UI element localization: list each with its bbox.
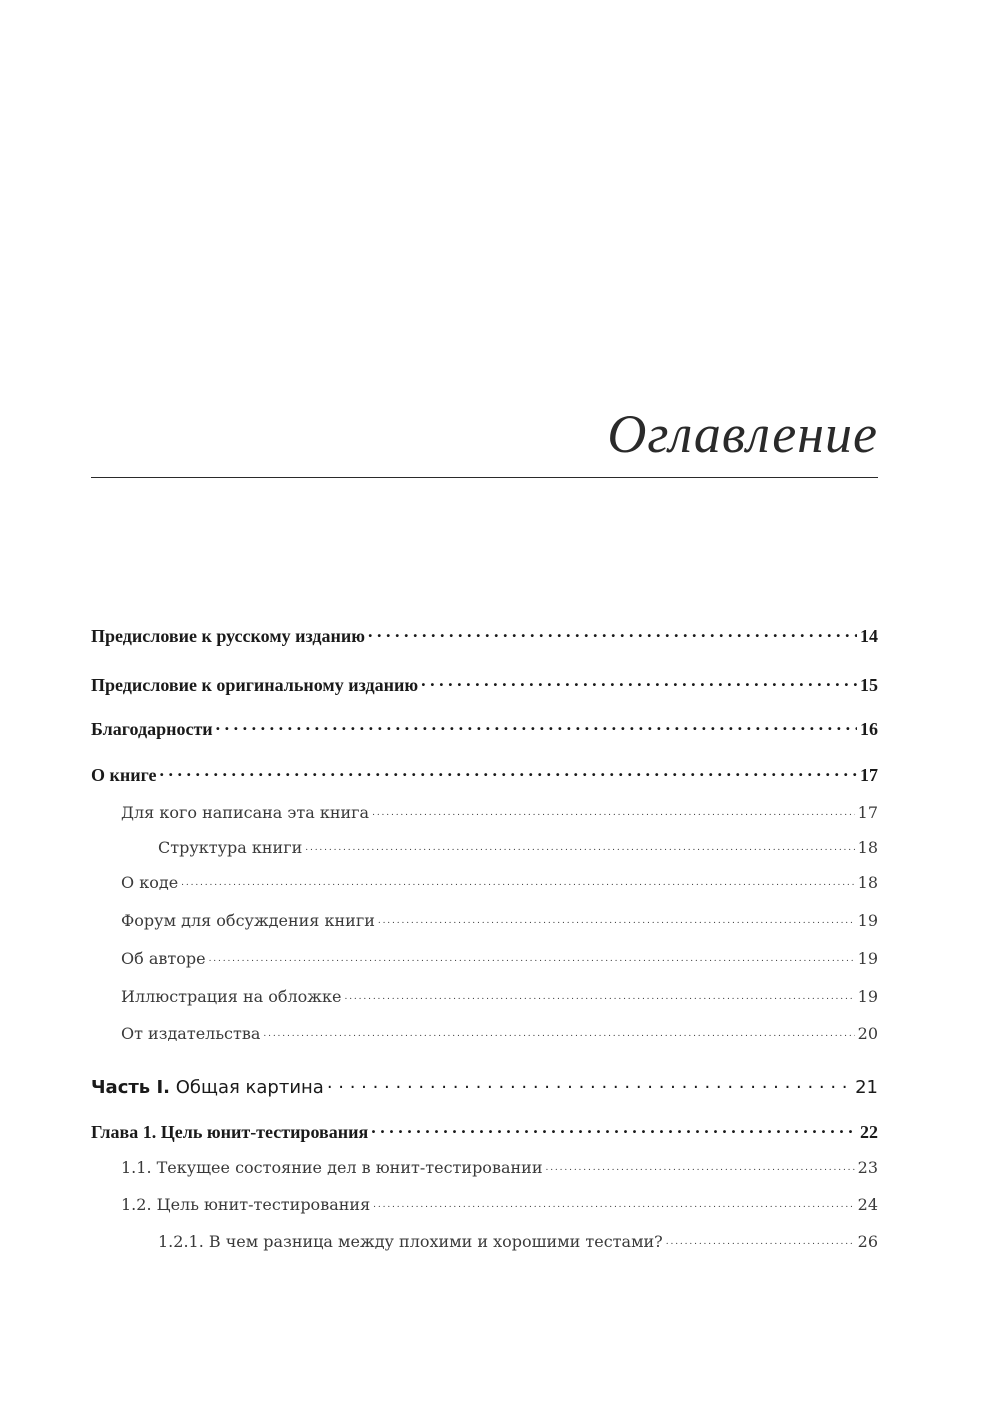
- toc-entry-chapter-1[interactable]: [91, 1120, 878, 1143]
- toc-leader: [373, 1194, 854, 1210]
- toc-entry-page: 17: [857, 803, 878, 822]
- toc-entry-page: 23: [857, 1158, 878, 1177]
- toc-entry-from-publisher[interactable]: [91, 1023, 878, 1043]
- title-rule: [91, 477, 878, 478]
- toc-entry-structure[interactable]: [91, 837, 878, 857]
- toc-entry-page: 19: [857, 987, 878, 1006]
- toc-leader: [263, 1023, 854, 1039]
- toc-entry-page: 18: [857, 838, 878, 857]
- toc-leader: [372, 802, 855, 818]
- toc-entry-page: 21: [855, 1077, 878, 1098]
- toc-leader: [368, 624, 857, 642]
- toc-entry-page: 24: [857, 1195, 878, 1214]
- toc-entry-acknowledgements[interactable]: [91, 717, 878, 740]
- toc-entry-page: 14: [860, 626, 878, 646]
- toc-entry-label: Глава 1. Цель юнит-тестирования: [91, 1122, 369, 1142]
- toc-entry-page: 16: [860, 719, 878, 739]
- toc-entry-about-book[interactable]: [91, 763, 878, 786]
- toc-entry-page: 15: [860, 675, 878, 695]
- toc-entry-about-author[interactable]: [91, 948, 878, 968]
- toc-leader: [327, 1075, 852, 1093]
- toc-entry-part-1[interactable]: [91, 1075, 878, 1098]
- toc-entry-label: Иллюстрация на обложке: [121, 987, 342, 1006]
- toc-entry-label: О книге: [91, 765, 157, 785]
- toc-entry-page: 18: [857, 873, 878, 892]
- toc-leader: [216, 717, 857, 735]
- toc-entry-section-1-2-1[interactable]: [91, 1231, 878, 1251]
- toc-part-title: Общая картина: [175, 1077, 324, 1098]
- toc-leader: [371, 1120, 857, 1138]
- toc-entry-page: 26: [857, 1232, 878, 1251]
- toc-entry-label: О коде: [121, 873, 179, 892]
- toc-entry-label: Форум для обсуждения книги: [121, 911, 375, 930]
- toc-entry-label: Для кого написана эта книга: [121, 803, 370, 822]
- toc-entry-audience[interactable]: [91, 802, 878, 822]
- toc-leader: [305, 837, 854, 853]
- toc-entry-page: 17: [860, 765, 878, 785]
- toc-entry-preface-russian[interactable]: [91, 624, 878, 647]
- toc-entry-label: Благодарности: [91, 719, 213, 739]
- toc-entry-label: Предисловие к оригинальному изданию: [91, 675, 419, 695]
- toc-entry-label: [91, 1077, 324, 1098]
- toc-leader: [160, 763, 857, 781]
- toc-entry-page: 19: [857, 911, 878, 930]
- toc-entry-preface-original[interactable]: [91, 673, 878, 696]
- toc-entry-page: 20: [857, 1024, 878, 1043]
- toc-entry-label: 1.2. Цель юнит-тестирования: [121, 1195, 371, 1214]
- toc-entry-page: 19: [857, 949, 878, 968]
- toc-leader: [421, 673, 857, 691]
- toc-leader: [209, 948, 855, 964]
- toc-entry-cover-illustration[interactable]: [91, 986, 878, 1006]
- toc-leader: [344, 986, 854, 1002]
- toc-entry-label: 1.1. Текущее состояние дел в юнит-тестировании: [121, 1158, 543, 1177]
- toc-entry-label: От издательства: [121, 1024, 261, 1043]
- toc-entry-section-1-2[interactable]: [91, 1194, 878, 1214]
- toc-entry-label: Об авторе: [121, 949, 206, 968]
- toc-leader: [378, 910, 855, 926]
- toc-entry-forum[interactable]: [91, 910, 878, 930]
- toc-leader: [181, 872, 854, 888]
- toc-entry-label: 1.2.1. В чем разница между плохими и хорошими тестами?: [158, 1232, 663, 1251]
- toc-entry-label: Структура книги: [158, 838, 303, 857]
- toc-leader: [666, 1231, 855, 1247]
- toc-part-number: Часть I.: [91, 1077, 170, 1098]
- page-title: Оглавление: [607, 404, 878, 464]
- toc-entry-section-1-1[interactable]: [91, 1157, 878, 1177]
- toc-entry-about-code[interactable]: [91, 872, 878, 892]
- toc-leader: [545, 1157, 854, 1173]
- toc-entry-page: 22: [860, 1122, 878, 1142]
- toc-entry-label: Предисловие к русскому изданию: [91, 626, 365, 646]
